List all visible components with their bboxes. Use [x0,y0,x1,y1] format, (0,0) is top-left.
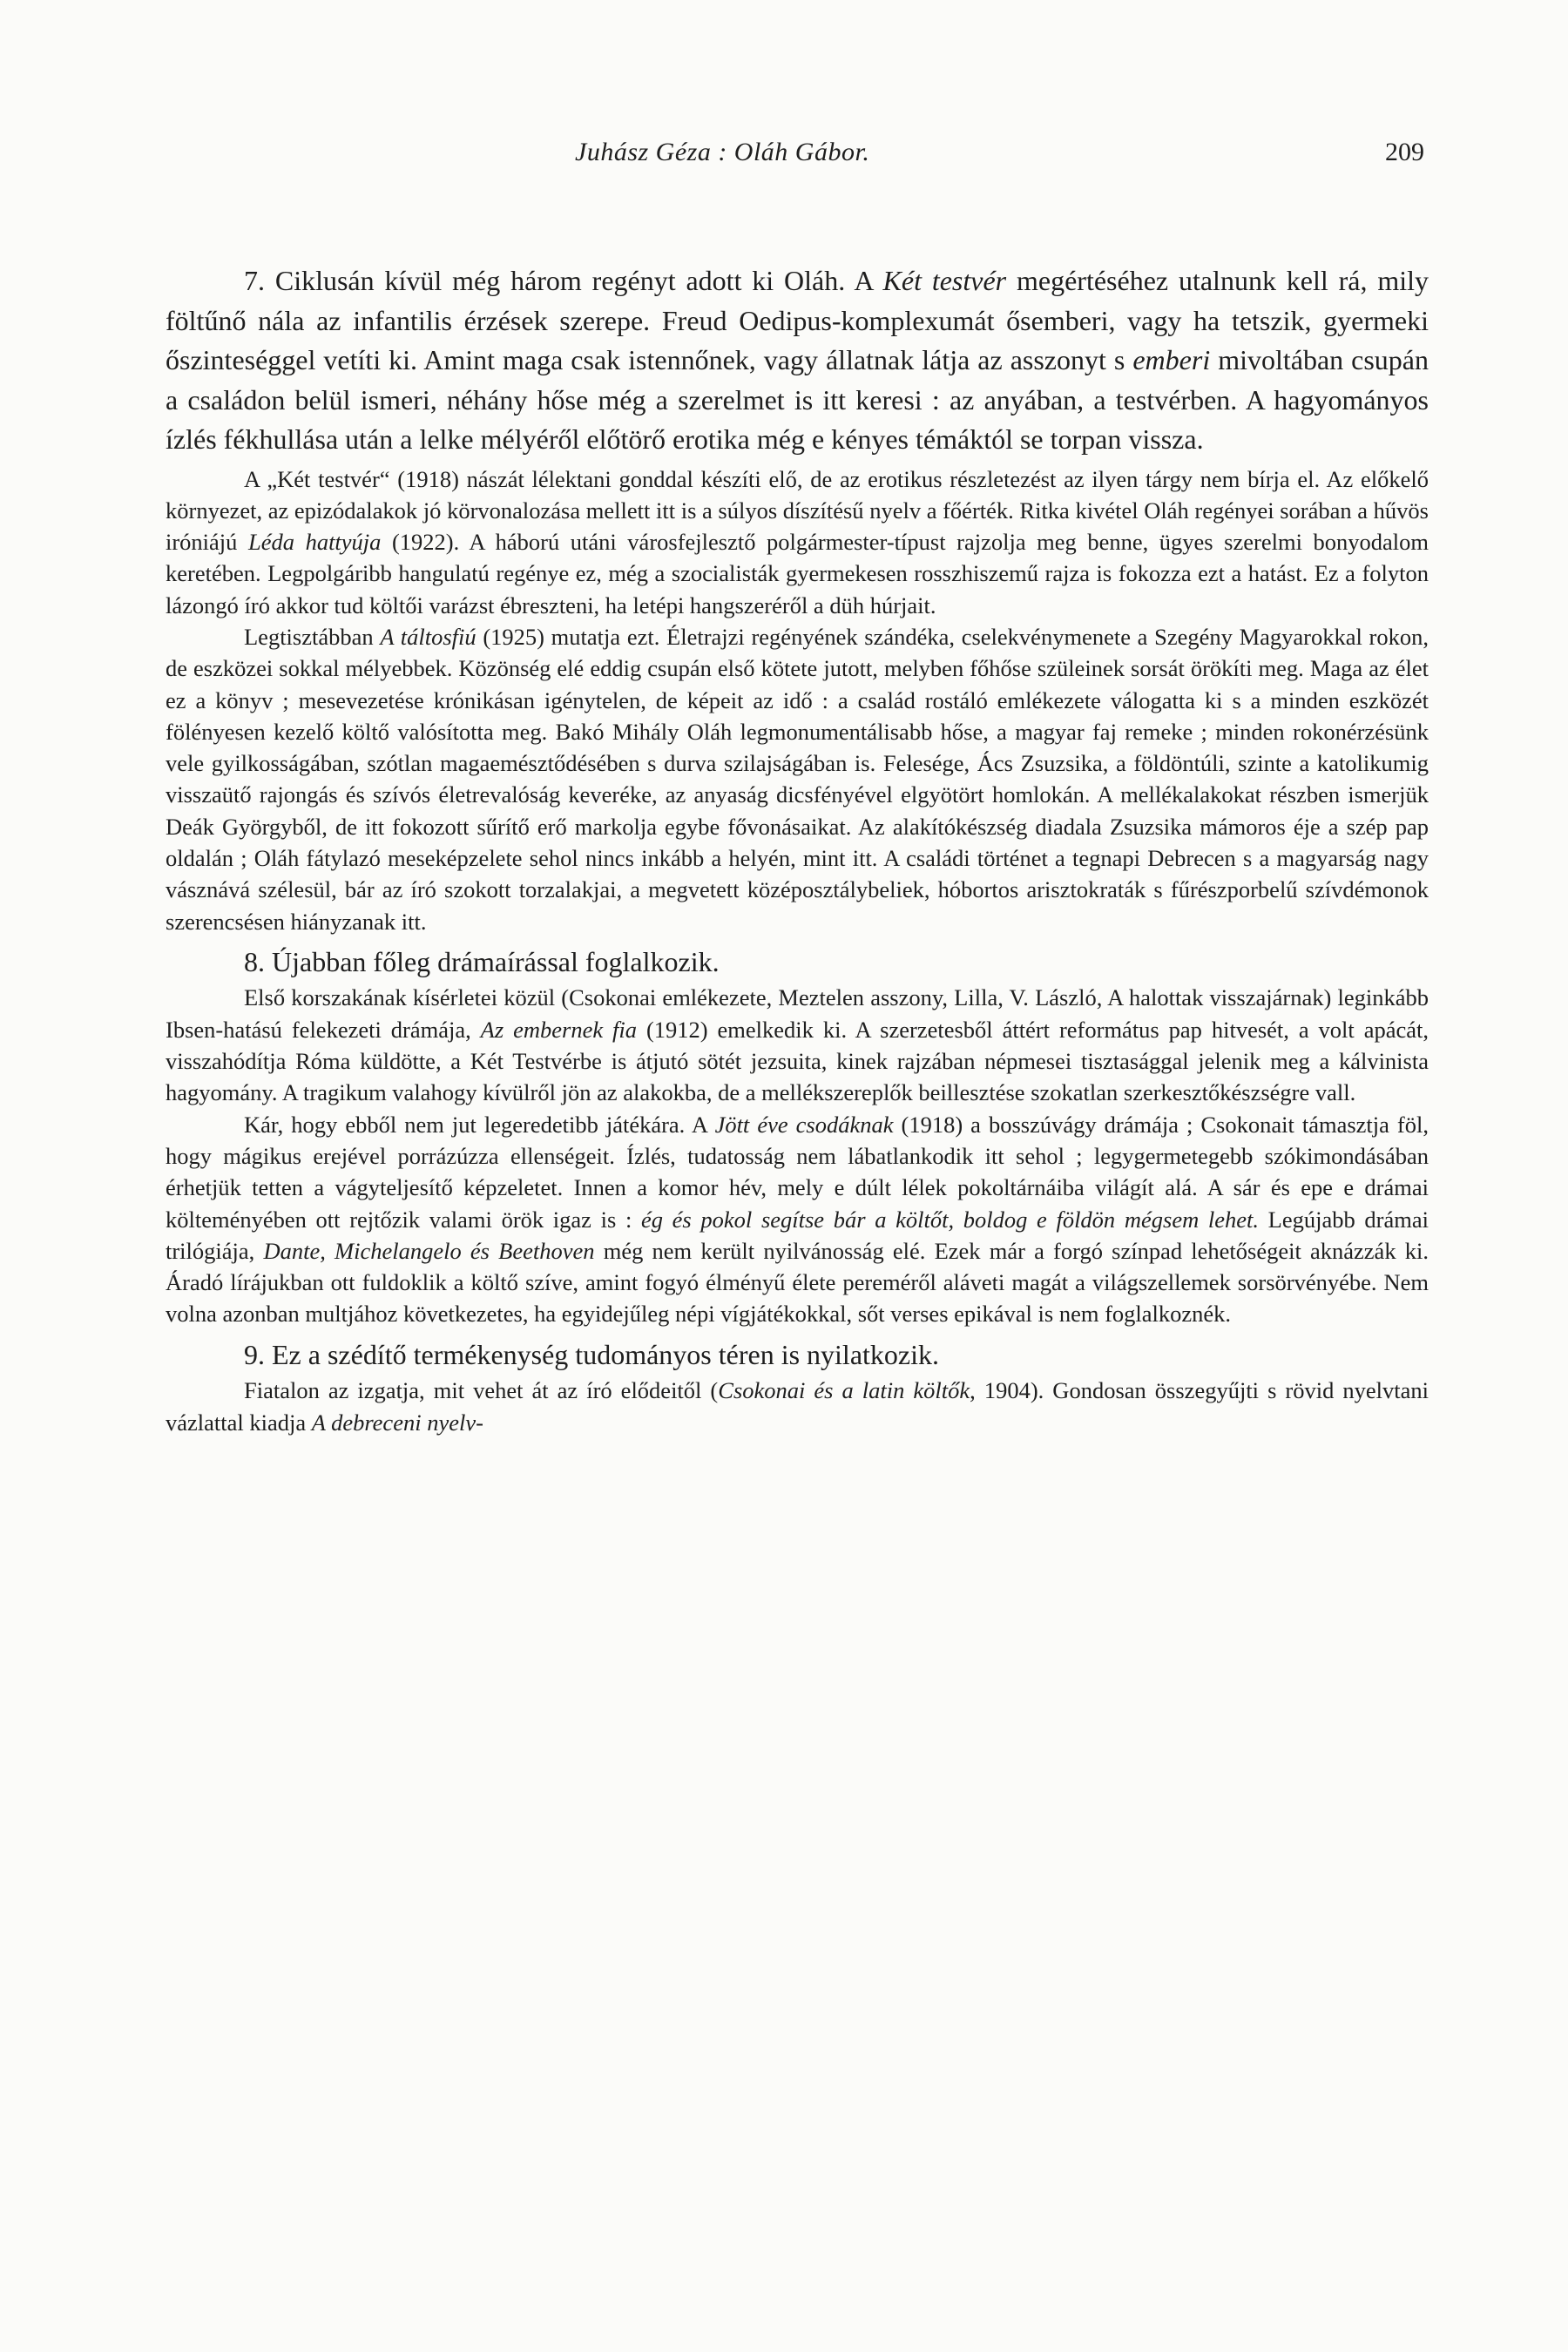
section-8-paragraph-1: Első korszakának kísérletei közül (Csokonai emlékezete, Meztelen asszony, Lilla, V. László, A halottak visszajárnak) leginkább Ibsen-hatású felekezeti drámája, Az embernek fia (1912) emelkedik ki. A szerzetesből áttért református pap hitvesét, a volt apácát, visszahódítja Róma küldötte, a Két Testvérbe is átjutó sötét jezsuita, kinek rajzában népmesei tisztasággal jelenik meg a kálvinista hagyomány. A tragikum valahogy kívülről jön az alakokba, de a mellékszereplők beillesztése szokatlan szerkesztőkészségre vall. [166,984,1429,1106]
page-body [166,261,1429,1438]
section-8-heading: 8. Újabban főleg drámaírással foglalkozik. [244,945,720,977]
section-7-paragraph-1: 7. Ciklusán kívül még három regényt adott ki Oláh. A Két testvér megértéséhez utalnunk kell rá, mily föltűnő nála az infantilis érzések szerepe. Freud Oedipus-komplexumát ősemberi, vagy ha tetszik, gyermeki őszinteséggel vetíti ki. Amint maga csak istennőnek, vagy állatnak látja az asszonyt s emberi mivoltában csupán a családon belül ismeri, néhány hőse még a szerelmet is itt keresi : az anyában, a testvérben. A hagyományos ízlés fékhullása után a lelke mélyéről előtörő erotika még e kényes témáktól se torpan vissza. [166,265,1429,455]
section-8-paragraph-2: Kár, hogy ebből nem jut legeredetibb játékára. A Jött éve csodáknak (1918) a bosszúvágy drámája ; Csokonait támasztja föl, hogy mágikus erejével porrázúzza ellenségeit. Ízlés, tudatosság nem lábatlankodik itt sehol ; legygermetegebb szókimondásában érhetjük tetten a vágyteljesítő képzeletet. Innen a komor hév, mely e dúlt lélek pokoltárnáiba világít alá. A sár és epe e drámai költeményében ott rejtőzik valami örök igaz is : ég és pokol segítse bár a költőt, boldog e földön mégsem lehet. Legújabb drámai trilógiája, Dante, Michelangelo és Beethoven még nem került nyilvánosság elé. Ezek már a forgó színpad lehetőségeit aknázzák ki. Áradó lírájukban ott fuldoklik a költő szíve, amint fogyó élményű élete pereméről aláveti magát a világszellemek sorsörvényébe. Nem volna azonban multjához következetes, ha egyidejűleg népi vígjátékokkal, sőt verses epikával is nem foglalkoznék. [166,1111,1429,1328]
quotation: ég és pokol segítse bár a költőt, boldog e földön mégsem lehet. [640,1206,1260,1233]
running-head: Juhász Géza : Oláh Gábor. [575,138,870,166]
work-title: Léda hattyúja [248,529,382,556]
section-7-paragraph-3: Legtisztábban A táltosfiú (1925) mutatja ezt. Életrajzi regényének szándéka, cselekvénymenete a Szegény Magyarokkal rokon, de eszközei sokkal mélyebbek. Közönség elé eddig csupán első kötete jutott, melyben főhőse szüleinek sorsát örökíti meg. Maga az élet ez a könyv ; mesevezetése krónikásan igénytelen, de képeit az idő : a család rostáló emlékezete válogatta ki s a minden eszközét fölényesen kezelő költő valósította meg. Bakó Mihály Oláh legmonumentálisabb hőse, a magyar faj remeke ; minden rokonérzésünk vele gyilkosságában, szótlan magaemésztődésében s durva szilajságában is. Felesége, Ács Zsuzsika, a földöntúli, szinte a katolikumig visszaütő rajongás és szívós életrevalóság keveréke, az anyaság dicsfényével elgyötört homlokán. A mellékalakokat részben ismerjük Deák Györgyből, de itt fokozott sűrítő erő markolja egybe fővonásaikat. Az alakítókészség diadala Zsuzsika mámoros éje a szép pap oldalán ; Oláh fátylazó meseképzelete sehol nincs inkább a helyén, mint itt. A családi történet a tegnapi Debrecen s a magyarság nagy vásznává szélesül, bár az író szokott torzalakjai, a megvetett középosztálybeliek, hóbortos arisztokraták s fűrészporbelű szívdémonok szerencsésen hiányzanak itt. [166,623,1429,935]
work-title: Dante, Michelangelo és Beethoven [263,1237,595,1264]
section-9-heading: 9. Ez a szédítő termékenység tudományos téren is nyilatkozik. [244,1338,939,1370]
emphasis: emberi [1132,344,1211,375]
work-title: Két testvér [882,265,1007,296]
work-title: Jött éve csodáknak [714,1111,894,1138]
section-7-paragraph-2: A „Két testvér“ (1918) nászát lélektani gonddal készíti elő, de az erotikus részletezést az ilyen tárgy nem bírja el. Az előkelő környezet, az epizódalakok jó körvonalozása mellett itt is a súlyos díszítésű nyelv a főérték. Ritka kivétel Oláh regényei sorában a hűvös iróniájú Léda hattyúja (1922). A háború utáni városfejlesztő polgármester-típust rajzolja meg benne, ügyes szerelmi bonyodalom keretében. Legpolgáribb hangulatú regénye ez, még a szocialisták gyermekesen rosszhiszemű rajza is fokozza ezt a hatást. Ez a folyton lázongó író akkor tud költői varázst ébreszteni, ha letépi hangszeréről a düh húrjait. [166,465,1429,618]
work-title: A táltosfiú [380,623,476,650]
work-title: Csokonai és a latin költők [718,1377,970,1404]
work-title: A debreceni nyelv- [311,1409,483,1436]
work-title: Az embernek fia [480,1016,638,1043]
page-number: 209 [1385,138,1424,166]
section-9-paragraph-1: Fiatalon az izgatja, mit vehet át az író elődeitől (Csokonai és a latin költők, 1904). Gondosan összegyűjti s rövid nyelvtani vázlattal kiadja A debreceni nyelv- [166,1377,1429,1436]
